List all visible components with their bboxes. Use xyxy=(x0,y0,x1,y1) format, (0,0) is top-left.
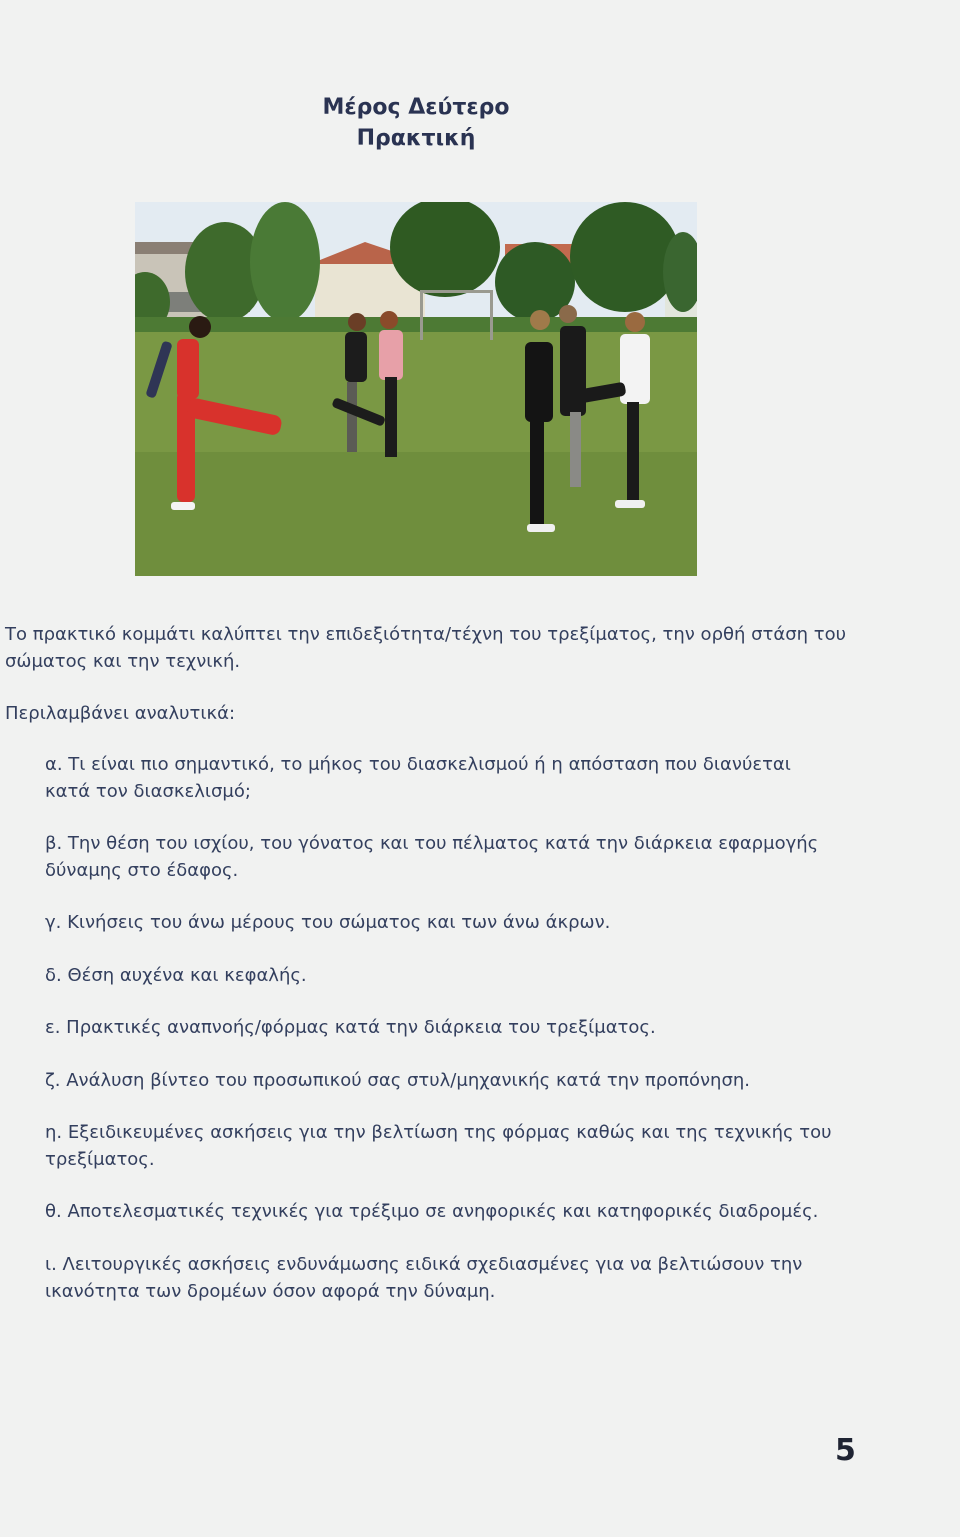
list-item: θ. Αποτελεσματικές τεχνικές για τρέξιμο σε ανηφορικές και κατηφορικές διαδρομές. xyxy=(45,1201,819,1222)
title-line-1: Μέρος Δεύτερο xyxy=(322,95,510,120)
list-item: ε. Πρακτικές αναπνοής/φόρμας κατά την διάρκεια του τρεξίματος. xyxy=(45,1017,656,1038)
list-item: ι. Λειτουργικές ασκήσεις ενδυνάμωσης ειδικά σχεδιασμένες για να βελτιώσουν την ικανότητα των δρομέων όσον αφορά την δύναμη. xyxy=(45,1254,803,1302)
page-number: 5 xyxy=(835,1433,856,1468)
title-line-2: Πρακτική xyxy=(356,126,476,151)
list-item: γ. Κινήσεις του άνω μέρους του σώματος και των άνω άκρων. xyxy=(45,912,611,933)
page-title xyxy=(216,92,616,154)
list-item: δ. Θέση αυχένα και κεφαλής. xyxy=(45,965,307,986)
list-item: η. Εξειδικευμένες ασκήσεις για την βελτίωση της φόρμας καθώς και της τεχνικής του τρεξίματος. xyxy=(45,1122,832,1170)
list-item: β. Την θέση του ισχίου, του γόνατος και του πέλματος κατά την διάρκεια εφαρμογής δύναμης στο έδαφος. xyxy=(45,833,819,881)
intro-paragraph: Το πρακτικό κομμάτι καλύπτει την επιδεξιότητα/τέχνη του τρεξίματος, την ορθή στάση του σώματος και την τεχνική. xyxy=(5,624,847,672)
list-item: α. Τι είναι πιο σημαντικό, το μήκος του διασκελισμού ή η απόσταση που διανύεται κατά τον διασκελισμό; xyxy=(45,754,791,802)
includes-label: Περιλαμβάνει αναλυτικά: xyxy=(5,703,236,724)
training-photo xyxy=(135,202,697,576)
list-item: ζ. Ανάλυση βίντεο του προσωπικού σας στυλ/μηχανικής κατά την προπόνηση. xyxy=(45,1070,750,1091)
